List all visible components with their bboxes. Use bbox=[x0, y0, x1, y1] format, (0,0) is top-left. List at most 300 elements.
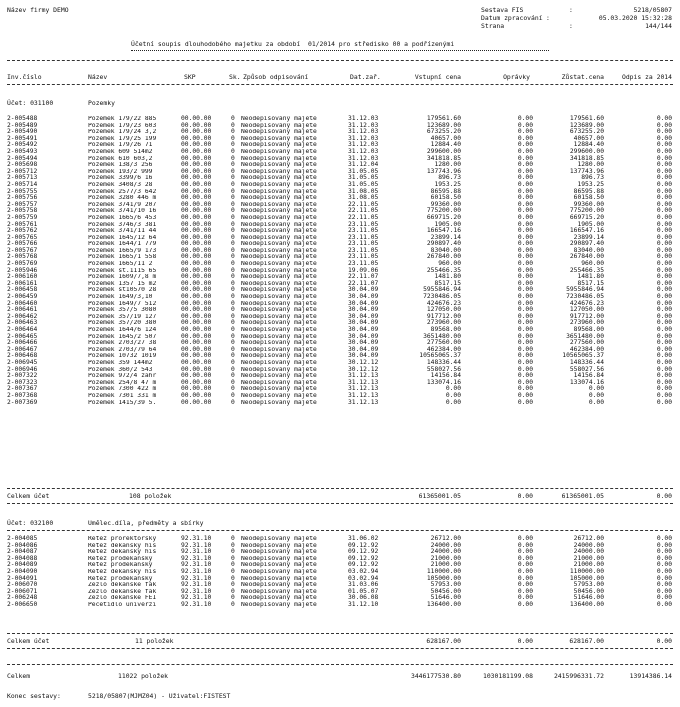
cell-date-acquired: 22.11.05 bbox=[348, 207, 379, 215]
cell-group: 0 bbox=[231, 147, 235, 155]
cell-inv-number: 2-005714 bbox=[7, 180, 38, 188]
cell-depreciation-method: Neodepisovaný majete bbox=[241, 168, 317, 175]
col-inv: Inv.číslo bbox=[7, 73, 42, 81]
cell-accumulated-depreciation: 0.00 bbox=[517, 541, 533, 549]
cell-accumulated-depreciation: 0.00 bbox=[517, 207, 533, 215]
section2-rule bbox=[7, 633, 673, 634]
section2-total-opravky: 0.00 bbox=[517, 637, 533, 645]
cell-depreciation-2014: 0.00 bbox=[656, 567, 672, 575]
cell-inv-number: 2-006650 bbox=[7, 600, 38, 608]
cell-group: 0 bbox=[231, 600, 235, 608]
cell-asset-name: Pečetidlo univerzi bbox=[88, 601, 157, 608]
cell-depreciation-method: Neodepisovaný majete bbox=[241, 181, 317, 188]
cell-inv-number: 2-004086 bbox=[7, 541, 38, 549]
cell-residual-price: 1280.00 bbox=[577, 161, 604, 169]
cell-accumulated-depreciation: 0.00 bbox=[517, 233, 533, 241]
cell-depreciation-method: Neodepisovaný majete bbox=[241, 162, 317, 169]
cell-entry-price: 917712.00 bbox=[426, 312, 461, 320]
cell-depreciation-method: Neodepisovaný majete bbox=[241, 208, 317, 215]
grand-total-count: 11022 položek bbox=[118, 672, 169, 680]
cell-date-acquired: 22.11.07 bbox=[348, 273, 379, 281]
cell-date-acquired: 09.12.92 bbox=[348, 554, 379, 562]
cell-asset-name: Pozemek 3408/3 28 bbox=[88, 181, 153, 188]
cell-depreciation-method: Neodepisovaný majete bbox=[241, 294, 317, 301]
cell-group: 0 bbox=[231, 365, 235, 373]
table-row bbox=[0, 393, 680, 400]
cell-inv-number: 2-005769 bbox=[7, 260, 38, 268]
cell-accumulated-depreciation: 0.00 bbox=[517, 567, 533, 575]
section1-total-count: 108 položek bbox=[129, 492, 172, 500]
cell-inv-number: 2-006464 bbox=[7, 326, 38, 333]
cell-depreciation-2014: 0.00 bbox=[656, 187, 672, 195]
cell-group: 0 bbox=[231, 194, 235, 202]
section2-total-label: Celkem účet bbox=[7, 637, 50, 645]
cell-asset-name: Řetěz děkanský his bbox=[88, 542, 157, 549]
cell-accumulated-depreciation: 0.00 bbox=[517, 240, 533, 248]
cell-accumulated-depreciation: 0.00 bbox=[517, 332, 533, 340]
cell-inv-number: 2-005488 bbox=[7, 115, 38, 122]
cell-depreciation-2014: 0.00 bbox=[656, 154, 672, 162]
cell-depreciation-method: Neodepisovaný majete bbox=[241, 333, 317, 340]
cell-inv-number: 2-005698 bbox=[7, 161, 38, 169]
cell-skp-code: 00.00.00 bbox=[181, 345, 212, 353]
cell-date-acquired: 31.12.10 bbox=[348, 600, 379, 608]
cell-skp-code: 00.00.00 bbox=[181, 246, 212, 254]
cell-accumulated-depreciation: 0.00 bbox=[517, 299, 533, 307]
cell-accumulated-depreciation: 0.00 bbox=[517, 273, 533, 281]
report-sep: : bbox=[569, 6, 573, 14]
section2-head-rule bbox=[7, 530, 673, 531]
col-vstupni: Vstupní cena bbox=[414, 73, 461, 81]
processed-value: 05.03.2020 15:32:28 bbox=[598, 14, 672, 22]
cell-skp-code: 92.31.10 bbox=[181, 587, 212, 595]
cell-skp-code: 00.00.00 bbox=[181, 279, 212, 287]
cell-accumulated-depreciation: 0.00 bbox=[517, 227, 533, 235]
section2-total-odpis: 0.00 bbox=[656, 637, 672, 645]
cell-depreciation-method: Neodepisovaný majete bbox=[241, 280, 317, 287]
cell-date-acquired: 30.04.09 bbox=[348, 312, 379, 320]
cell-depreciation-2014: 0.00 bbox=[656, 385, 672, 393]
cell-skp-code: 00.00.00 bbox=[181, 180, 212, 188]
cell-accumulated-depreciation: 0.00 bbox=[517, 365, 533, 373]
cell-residual-price: 148336.44 bbox=[569, 358, 604, 366]
cell-inv-number: 2-006161 bbox=[7, 279, 38, 287]
cell-inv-number: 2-007323 bbox=[7, 378, 38, 386]
cell-depreciation-method: Neodepisovaný majete bbox=[241, 254, 317, 261]
cell-accumulated-depreciation: 0.00 bbox=[517, 213, 533, 221]
cell-depreciation-2014: 0.00 bbox=[656, 200, 672, 208]
cell-depreciation-method: Neodepisovaný majete bbox=[241, 601, 317, 608]
cell-group: 0 bbox=[231, 220, 235, 228]
cell-skp-code: 00.00.00 bbox=[181, 207, 212, 215]
table-row bbox=[0, 169, 680, 176]
cell-depreciation-method: Neodepisovaný majete bbox=[241, 214, 317, 221]
cell-depreciation-2014: 0.00 bbox=[656, 141, 672, 149]
cell-accumulated-depreciation: 0.00 bbox=[517, 246, 533, 254]
cell-depreciation-method: Neodepisovaný majete bbox=[241, 307, 317, 314]
cell-group: 0 bbox=[231, 352, 235, 360]
cell-depreciation-method: Neodepisovaný majete bbox=[241, 148, 317, 155]
cell-asset-name: Pozemek 2577/3 642 bbox=[88, 188, 157, 195]
cell-accumulated-depreciation: 0.00 bbox=[517, 293, 533, 301]
cell-residual-price: 57953.00 bbox=[573, 581, 604, 589]
cell-inv-number: 2-007322 bbox=[7, 372, 38, 380]
grand-rule bbox=[7, 664, 673, 665]
cell-inv-number: 2-006458 bbox=[7, 286, 38, 294]
cell-date-acquired: 30.04.09 bbox=[348, 319, 379, 327]
cell-residual-price: 669715.20 bbox=[569, 213, 604, 221]
cell-entry-price: 255466.35 bbox=[426, 266, 461, 274]
cell-depreciation-2014: 0.00 bbox=[656, 581, 672, 589]
cell-residual-price: 10565065.37 bbox=[562, 352, 604, 360]
cell-inv-number: 2-006459 bbox=[7, 293, 38, 301]
cell-date-acquired: 09.12.92 bbox=[348, 548, 379, 556]
cell-date-acquired: 30.06.08 bbox=[348, 594, 379, 602]
cell-depreciation-method: Neodepisovaný majete bbox=[241, 366, 317, 373]
cell-group: 0 bbox=[231, 391, 235, 399]
cell-inv-number: 2-005759 bbox=[7, 213, 38, 221]
cell-accumulated-depreciation: 0.00 bbox=[517, 194, 533, 202]
cell-asset-name: Pozemek 193/2 999 bbox=[88, 168, 153, 175]
cell-entry-price: 127050.00 bbox=[426, 306, 461, 314]
cell-group: 0 bbox=[231, 594, 235, 602]
cell-skp-code: 00.00.00 bbox=[181, 167, 212, 175]
cell-residual-price: 917712.00 bbox=[569, 312, 604, 320]
cell-depreciation-method: Neodepisovaný majete bbox=[241, 340, 317, 347]
cell-accumulated-depreciation: 0.00 bbox=[517, 220, 533, 228]
grand-total-opravky: 1030181199.08 bbox=[482, 672, 533, 680]
cell-depreciation-method: Neodepisovaný majete bbox=[241, 142, 317, 149]
cell-skp-code: 00.00.00 bbox=[181, 365, 212, 373]
cell-asset-name: Pozemek 357/19 127 bbox=[88, 313, 157, 320]
cell-depreciation-2014: 0.00 bbox=[656, 293, 672, 301]
cell-date-acquired: 23.11.05 bbox=[348, 246, 379, 254]
cell-group: 0 bbox=[231, 273, 235, 281]
cell-group: 0 bbox=[231, 535, 235, 542]
cell-asset-name: Pozemek 3280 446 m bbox=[88, 195, 157, 202]
cell-residual-price: 24000.00 bbox=[573, 541, 604, 549]
cell-inv-number: 2-006945 bbox=[7, 358, 38, 366]
cell-depreciation-method: Neodepisovaný majete bbox=[241, 267, 317, 274]
cell-group: 0 bbox=[231, 180, 235, 188]
cell-skp-code: 00.00.00 bbox=[181, 339, 212, 347]
cell-skp-code: 00.00.00 bbox=[181, 213, 212, 221]
cell-depreciation-2014: 0.00 bbox=[656, 167, 672, 175]
cell-accumulated-depreciation: 0.00 bbox=[517, 266, 533, 274]
cell-asset-name: Pozemek 1665/6 453 bbox=[88, 214, 157, 221]
cell-date-acquired: 31.12.03 bbox=[348, 147, 379, 155]
cell-group: 0 bbox=[231, 319, 235, 327]
col-zustat: Zůstat.cena bbox=[561, 73, 604, 81]
cell-residual-price: 26712.00 bbox=[573, 535, 604, 542]
cell-group: 0 bbox=[231, 266, 235, 274]
cell-inv-number: 2-005767 bbox=[7, 246, 38, 254]
cell-accumulated-depreciation: 0.00 bbox=[517, 378, 533, 386]
cell-date-acquired: 31.05.05 bbox=[348, 180, 379, 188]
cell-accumulated-depreciation: 0.00 bbox=[517, 358, 533, 366]
cell-asset-name: Pozemek 179/24 3,2 bbox=[88, 129, 157, 136]
cell-inv-number: 2-006468 bbox=[7, 352, 38, 360]
cell-date-acquired: 31.12.03 bbox=[348, 121, 379, 129]
cell-group: 0 bbox=[231, 299, 235, 307]
cell-accumulated-depreciation: 0.00 bbox=[517, 306, 533, 314]
cell-inv-number: 2-005712 bbox=[7, 167, 38, 175]
cell-skp-code: 00.00.00 bbox=[181, 128, 212, 136]
cell-entry-price: 51646.00 bbox=[430, 594, 461, 602]
cell-entry-price: 24000.00 bbox=[430, 541, 461, 549]
cell-date-acquired: 30.04.09 bbox=[348, 293, 379, 301]
cell-entry-price: 1905.00 bbox=[434, 220, 461, 228]
cell-accumulated-depreciation: 0.00 bbox=[517, 535, 533, 542]
cell-date-acquired: 31.12.13 bbox=[348, 398, 379, 406]
cell-group: 0 bbox=[231, 345, 235, 353]
cell-depreciation-method: Neodepisovaný majete bbox=[241, 241, 317, 248]
section2-rows bbox=[0, 536, 680, 609]
cell-inv-number: 2-005758 bbox=[7, 207, 38, 215]
cell-depreciation-2014: 0.00 bbox=[656, 332, 672, 340]
cell-depreciation-method: Neodepisovaný majete bbox=[241, 327, 317, 333]
cell-entry-price: 775200.00 bbox=[426, 207, 461, 215]
cell-entry-price: 24000.00 bbox=[430, 548, 461, 556]
section1-total-odpis: 0.00 bbox=[656, 492, 672, 500]
cell-inv-number: 2-006460 bbox=[7, 299, 38, 307]
cell-asset-name: Řetěz proděkanský bbox=[88, 555, 153, 562]
cell-depreciation-method: Neodepisovaný majete bbox=[241, 582, 317, 589]
cell-inv-number: 2-005491 bbox=[7, 134, 38, 142]
cell-skp-code: 92.31.10 bbox=[181, 581, 212, 589]
cell-asset-name: Pozemek 179/22 885 bbox=[88, 116, 157, 122]
cell-inv-number: 2-004087 bbox=[7, 548, 38, 556]
cell-group: 0 bbox=[231, 567, 235, 575]
cell-residual-price: 21000.00 bbox=[573, 554, 604, 562]
cell-inv-number: 2-006462 bbox=[7, 312, 38, 320]
cell-date-acquired: 31.12.13 bbox=[348, 385, 379, 393]
cell-group: 0 bbox=[231, 339, 235, 347]
cell-entry-price: 148336.44 bbox=[426, 358, 461, 366]
cell-date-acquired: 30.04.09 bbox=[348, 286, 379, 294]
cell-inv-number: 2-006465 bbox=[7, 332, 38, 340]
col-odpis: Odpis za 2014 bbox=[621, 73, 672, 81]
cell-depreciation-2014: 0.00 bbox=[656, 554, 672, 562]
cell-skp-code: 00.00.00 bbox=[181, 121, 212, 129]
cell-depreciation-method: Neodepisovaný majete bbox=[241, 568, 317, 575]
cell-accumulated-depreciation: 0.00 bbox=[517, 352, 533, 360]
cell-inv-number: 2-006160 bbox=[7, 273, 38, 281]
cell-depreciation-method: Neodepisovaný majete bbox=[241, 373, 317, 380]
cell-accumulated-depreciation: 0.00 bbox=[517, 286, 533, 294]
cell-date-acquired: 23.11.05 bbox=[348, 227, 379, 235]
cell-entry-price: 462384.00 bbox=[426, 345, 461, 353]
cell-residual-price: 110000.00 bbox=[569, 567, 604, 575]
cell-depreciation-2014: 0.00 bbox=[656, 253, 672, 261]
cell-date-acquired: 22.11.05 bbox=[348, 200, 379, 208]
cell-group: 0 bbox=[231, 581, 235, 589]
cell-residual-price: 8517.15 bbox=[577, 279, 604, 287]
cell-depreciation-method: Neodepisovaný majete bbox=[241, 135, 317, 142]
cell-entry-price: 290897.40 bbox=[426, 240, 461, 248]
cell-depreciation-method: Neodepisovaný majete bbox=[241, 287, 317, 294]
processed-sep: : bbox=[546, 14, 550, 22]
grand-total-label: Celkem bbox=[7, 672, 31, 680]
cell-skp-code: 00.00.00 bbox=[181, 187, 212, 195]
cell-entry-price: 10565065.37 bbox=[419, 352, 461, 360]
cell-asset-name: Pozemek 3746/3 381 bbox=[88, 221, 157, 228]
cell-entry-price: 123689.00 bbox=[426, 121, 461, 129]
cell-inv-number: 2-004090 bbox=[7, 567, 38, 575]
cell-group: 0 bbox=[231, 207, 235, 215]
cell-date-acquired: 31.12.13 bbox=[348, 372, 379, 380]
grand-total-odpis: 13914386.14 bbox=[629, 672, 672, 680]
cell-entry-price: 26712.00 bbox=[430, 535, 461, 542]
cell-inv-number: 2-005768 bbox=[7, 253, 38, 261]
cell-date-acquired: 30.12.12 bbox=[348, 358, 379, 366]
cell-date-acquired: 23.11.05 bbox=[348, 220, 379, 228]
cell-skp-code: 00.00.00 bbox=[181, 266, 212, 274]
cell-entry-price: 86595.88 bbox=[430, 187, 461, 195]
cell-residual-price: 277560.00 bbox=[569, 339, 604, 347]
cell-accumulated-depreciation: 0.00 bbox=[517, 372, 533, 380]
cell-skp-code: 00.00.00 bbox=[181, 134, 212, 142]
cell-inv-number: 2-005489 bbox=[7, 121, 38, 129]
cell-date-acquired: 31.05.05 bbox=[348, 174, 379, 182]
cell-depreciation-method: Neodepisovaný majete bbox=[241, 359, 317, 366]
cell-inv-number: 2-006463 bbox=[7, 319, 38, 327]
cell-asset-name: Pozemek 7300 422 m bbox=[88, 386, 157, 393]
cell-skp-code: 00.00.00 bbox=[181, 398, 212, 406]
cell-depreciation-2014: 0.00 bbox=[656, 398, 672, 406]
cell-skp-code: 00.00.00 bbox=[181, 273, 212, 281]
cell-date-acquired: 31.12.03 bbox=[348, 154, 379, 162]
cell-depreciation-method: Neodepisovaný majete bbox=[241, 562, 317, 569]
cell-depreciation-2014: 0.00 bbox=[656, 233, 672, 241]
footer-value: 5218/05807(MJMZ04) - Uživatel:FISTEST bbox=[88, 692, 231, 700]
cell-entry-price: 0.00 bbox=[445, 391, 461, 399]
cell-depreciation-method: Neodepisovaný majete bbox=[241, 555, 317, 562]
cell-accumulated-depreciation: 0.00 bbox=[517, 154, 533, 162]
title-underline bbox=[131, 50, 549, 51]
cell-group: 0 bbox=[231, 253, 235, 261]
cell-residual-price: 21000.00 bbox=[573, 561, 604, 569]
cell-skp-code: 00.00.00 bbox=[181, 312, 212, 320]
cell-residual-price: 7230486.05 bbox=[566, 293, 604, 301]
top-rule bbox=[7, 60, 673, 61]
page-label: Strana bbox=[481, 22, 505, 30]
cell-group: 0 bbox=[231, 548, 235, 556]
cell-group: 0 bbox=[231, 306, 235, 314]
cell-accumulated-depreciation: 0.00 bbox=[517, 581, 533, 589]
cell-skp-code: 00.00.00 bbox=[181, 378, 212, 386]
cell-residual-price: 341818.85 bbox=[569, 154, 604, 162]
cell-accumulated-depreciation: 0.00 bbox=[517, 326, 533, 333]
cell-skp-code: 92.31.10 bbox=[181, 548, 212, 556]
cell-residual-price: 290897.40 bbox=[569, 240, 604, 248]
cell-depreciation-2014: 0.00 bbox=[656, 574, 672, 582]
col-nazev: Název bbox=[88, 73, 108, 81]
cell-group: 0 bbox=[231, 115, 235, 122]
cell-group: 0 bbox=[231, 279, 235, 287]
cell-accumulated-depreciation: 0.00 bbox=[517, 141, 533, 149]
cell-inv-number: 2-006248 bbox=[7, 594, 38, 602]
cell-skp-code: 00.00.00 bbox=[181, 260, 212, 268]
cell-skp-code: 92.31.10 bbox=[181, 541, 212, 549]
cell-asset-name: Pozemek 1649/3,10 bbox=[88, 294, 153, 301]
cell-entry-price: 83040.00 bbox=[430, 246, 461, 254]
cell-accumulated-depreciation: 0.00 bbox=[517, 385, 533, 393]
cell-asset-name: Pozemek 1645/12 64 bbox=[88, 234, 157, 241]
cell-depreciation-2014: 0.00 bbox=[656, 378, 672, 386]
cell-accumulated-depreciation: 0.00 bbox=[517, 167, 533, 175]
cell-depreciation-method: Neodepisovaný majete bbox=[241, 175, 317, 182]
cell-group: 0 bbox=[231, 246, 235, 254]
cell-entry-price: 299600.00 bbox=[426, 147, 461, 155]
cell-skp-code: 92.31.10 bbox=[181, 535, 212, 542]
cell-entry-price: 896.73 bbox=[438, 174, 461, 182]
cell-inv-number: 2-007369 bbox=[7, 398, 38, 406]
cell-entry-price: 424676.23 bbox=[426, 299, 461, 307]
cell-date-acquired: 31.08.05 bbox=[348, 194, 379, 202]
cell-residual-price: 267840.00 bbox=[569, 253, 604, 261]
cell-date-acquired: 31.12.03 bbox=[348, 134, 379, 142]
cell-depreciation-2014: 0.00 bbox=[656, 147, 672, 155]
section1-rows bbox=[0, 116, 680, 406]
cell-depreciation-method: Neodepisovaný majete bbox=[241, 228, 317, 235]
cell-skp-code: 92.31.10 bbox=[181, 567, 212, 575]
cell-depreciation-2014: 0.00 bbox=[656, 541, 672, 549]
cell-depreciation-2014: 0.00 bbox=[656, 587, 672, 595]
report-label: Sestava FIS bbox=[481, 6, 524, 14]
cell-skp-code: 00.00.00 bbox=[181, 391, 212, 399]
cell-depreciation-method: Neodepisovaný majete bbox=[241, 595, 317, 602]
cell-skp-code: 00.00.00 bbox=[181, 286, 212, 294]
cell-entry-price: 12884.40 bbox=[430, 141, 461, 149]
cell-depreciation-2014: 0.00 bbox=[656, 279, 672, 287]
cell-entry-price: 5955846.94 bbox=[423, 286, 461, 294]
cell-residual-price: 23899.14 bbox=[573, 233, 604, 241]
cell-residual-price: 0.00 bbox=[588, 391, 604, 399]
cell-date-acquired: 31.12.04 bbox=[348, 161, 379, 169]
cell-entry-price: 669715.20 bbox=[426, 213, 461, 221]
cell-asset-name: Pozemek 1609/7,8 m bbox=[88, 274, 157, 281]
cell-skp-code: 00.00.00 bbox=[181, 227, 212, 235]
cell-depreciation-2014: 0.00 bbox=[656, 286, 672, 294]
cell-residual-price: 166547.16 bbox=[569, 227, 604, 235]
section2-total-rule bbox=[7, 648, 673, 649]
cell-asset-name: Pozemek 1665/9 173 bbox=[88, 247, 157, 254]
cell-group: 0 bbox=[231, 358, 235, 366]
cell-inv-number: 2-006466 bbox=[7, 339, 38, 347]
cell-group: 0 bbox=[231, 312, 235, 320]
cell-entry-price: 23899.14 bbox=[430, 233, 461, 241]
cell-inv-number: 2-004091 bbox=[7, 574, 38, 582]
cell-accumulated-depreciation: 0.00 bbox=[517, 587, 533, 595]
cell-inv-number: 2-004088 bbox=[7, 554, 38, 562]
cell-asset-name: Žezlo děkanské FEI bbox=[88, 595, 157, 602]
cell-depreciation-method: Neodepisovaný majete bbox=[241, 399, 317, 406]
cell-skp-code: 00.00.00 bbox=[181, 385, 212, 393]
cell-residual-price: 86595.88 bbox=[573, 187, 604, 195]
cell-depreciation-2014: 0.00 bbox=[656, 260, 672, 268]
cell-asset-name: Pozemek 1644/6 124 bbox=[88, 327, 157, 333]
cell-depreciation-2014: 0.00 bbox=[656, 121, 672, 129]
cell-skp-code: 00.00.00 bbox=[181, 326, 212, 333]
cell-accumulated-depreciation: 0.00 bbox=[517, 115, 533, 122]
cell-asset-name: Pozemek 3741/11 44 bbox=[88, 228, 157, 235]
cell-group: 0 bbox=[231, 372, 235, 380]
cell-depreciation-method: Neodepisovaný majete bbox=[241, 353, 317, 360]
footer-label: Konec sestavy: bbox=[7, 692, 61, 700]
col-zpusob: Způsob odpisování bbox=[243, 73, 309, 81]
cell-date-acquired: 23.11.05 bbox=[348, 233, 379, 241]
